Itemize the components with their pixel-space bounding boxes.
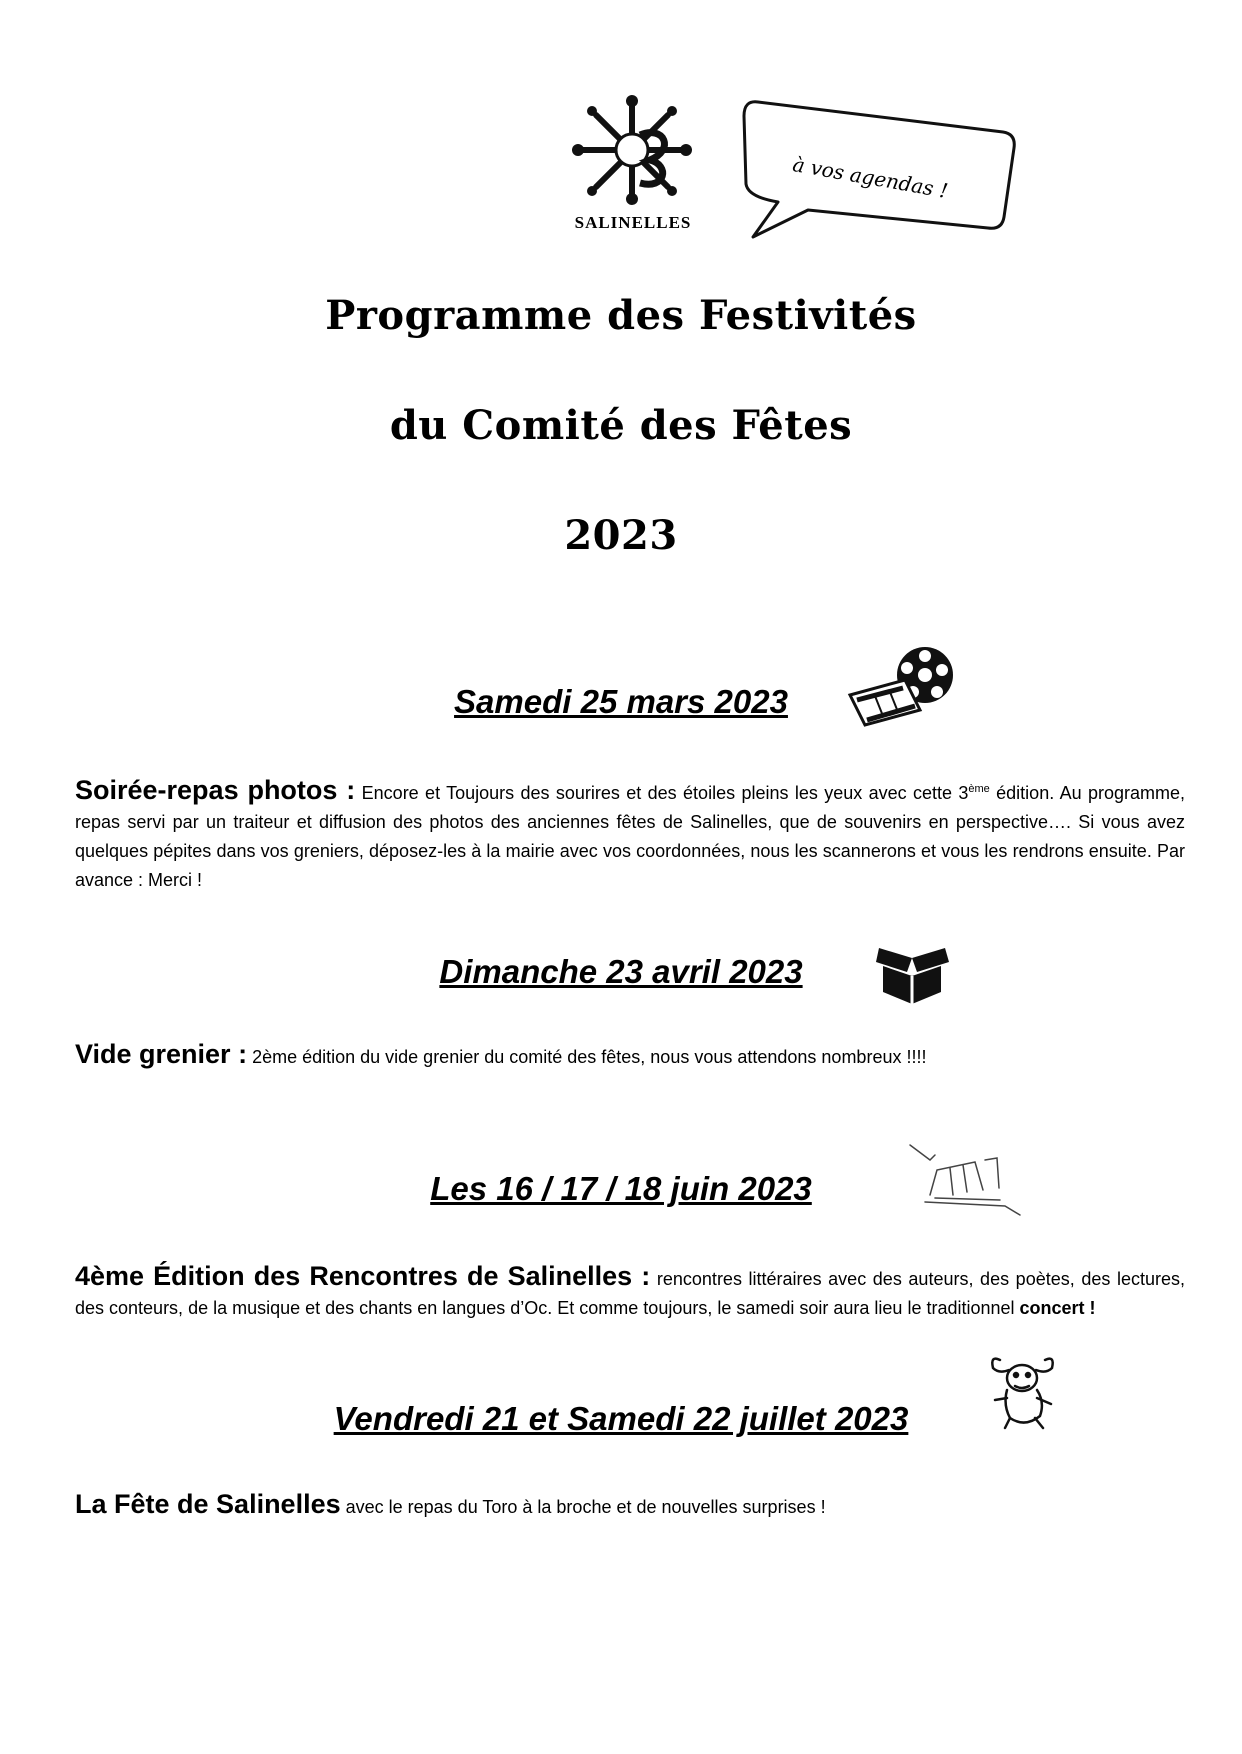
bubble-text: à vos agendas ! bbox=[790, 152, 950, 203]
event-text-1b: édition. Au programme, repas servi par un traiteur et diffusion des photos des anciennes fêtes de Salinelles, que de souvenirs en perspective…. Si vous avez quelques pépites dans vos greniers, déposez-les à la mairie avec vos coordonnées, nous les scannerons et vous les rendrons ensuite. Par avance : Merci ! bbox=[75, 783, 1185, 890]
occitan-cross-icon bbox=[570, 95, 695, 205]
event-date-4: Vendredi 21 et Samedi 22 juillet 2023 bbox=[333, 1400, 909, 1437]
film-reel-icon bbox=[845, 640, 955, 730]
event-description-3 bbox=[75, 1262, 1185, 1323]
title-year: 2023 bbox=[564, 512, 678, 559]
event-description-4 bbox=[75, 1490, 1185, 1522]
event-text-1a: Encore et Toujours des sourires et des étoiles pleins les yeux avec cette 3 bbox=[355, 783, 969, 803]
event-lead-1: Soirée-repas photos : bbox=[75, 775, 356, 805]
event-date-2: Dimanche 23 avril 2023 bbox=[439, 953, 803, 990]
logo-caption: SALINELLES bbox=[574, 213, 692, 232]
village-sketch-icon bbox=[905, 1140, 1025, 1225]
salinelles-logo bbox=[548, 95, 718, 240]
event-lead-3: 4ème Édition des Rencontres de Salinelles : bbox=[75, 1261, 651, 1291]
event-date-1: Samedi 25 mars 2023 bbox=[454, 683, 788, 720]
event-text-3: rencontres littéraires avec des auteurs, des poètes, des lectures, des conteurs, de la musique et des chants en langues d’Oc. Et comme toujours, le samedi soir aura lieu le traditionnel bbox=[75, 1269, 1185, 1318]
event-description-2 bbox=[75, 1040, 1185, 1072]
event-text-4: avec le repas du Toro à la broche et de nouvelles surprises ! bbox=[340, 1497, 826, 1517]
open-box-icon bbox=[875, 940, 950, 1005]
event-description-1 bbox=[75, 775, 1185, 895]
event-text-2: 2ème édition du vide grenier du comité des fêtes, nous vous attendons nombreux !!!! bbox=[247, 1047, 927, 1067]
event-lead-4: La Fête de Salinelles bbox=[75, 1489, 341, 1519]
event-date-3: Les 16 / 17 / 18 juin 2023 bbox=[430, 1170, 812, 1207]
title-line-2: du Comité des Fêtes bbox=[389, 402, 853, 449]
event-text-1-sup: ème bbox=[968, 783, 990, 795]
bull-icon bbox=[985, 1350, 1060, 1430]
title-line-1: Programme des Festivités bbox=[325, 292, 917, 339]
event-lead-2: Vide grenier : bbox=[75, 1039, 248, 1069]
event-text-3-bold: concert ! bbox=[1019, 1298, 1096, 1318]
